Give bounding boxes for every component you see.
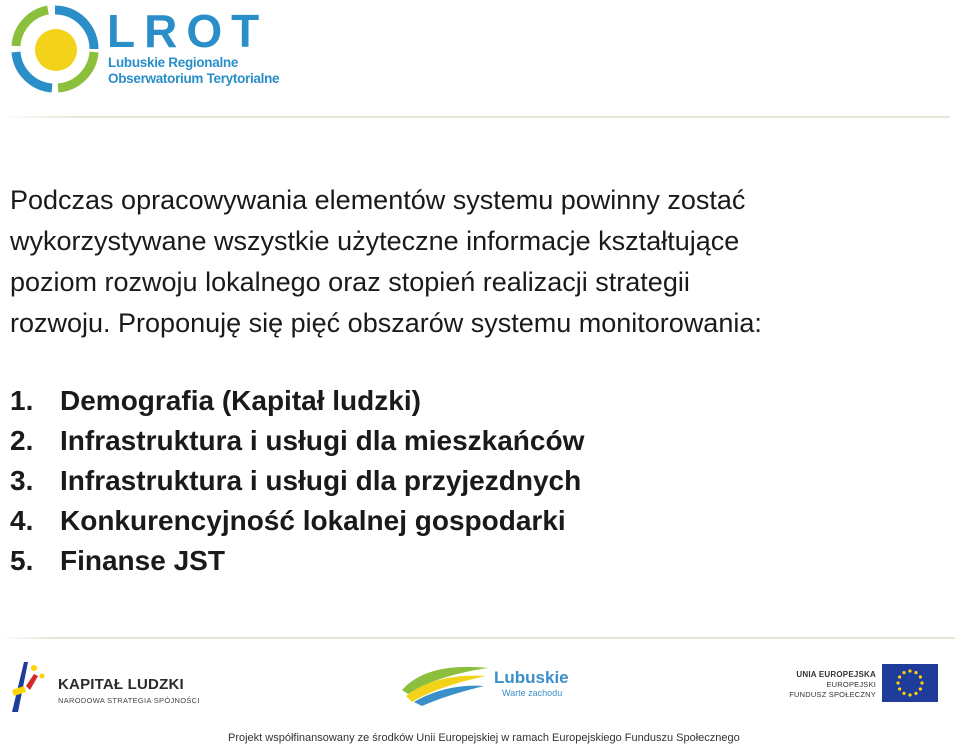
main-content bbox=[10, 180, 950, 344]
list-item-label: Infrastruktura i usługi dla przyjezdnych bbox=[60, 465, 582, 496]
eu-label-line1: UNIA EUROPEJSKA bbox=[796, 670, 876, 679]
list-item-number: 5. bbox=[10, 545, 34, 576]
list-item bbox=[10, 501, 584, 541]
header-divider bbox=[0, 116, 950, 118]
list-item-number: 4. bbox=[10, 505, 34, 536]
paragraph-line: poziom rozwoju lokalnego oraz stopień realizacji strategii bbox=[10, 267, 690, 297]
paragraph-line: wykorzystywane wszystkie użyteczne informacje kształtujące bbox=[10, 226, 740, 256]
list-item-label: Konkurencyjność lokalnej gospodarki bbox=[60, 505, 566, 536]
logo-subtitle-line1: Lubuskie Regionalne bbox=[108, 55, 239, 70]
intro-paragraph bbox=[10, 180, 950, 344]
eu-flag-icon bbox=[882, 664, 938, 702]
cofinancing-note: Projekt współfinansowany ze środków Unii Europejskiej w ramach Europejskiego Funduszu Społecznego bbox=[228, 732, 740, 744]
list-item-number: 2. bbox=[10, 425, 34, 456]
list-item bbox=[10, 461, 584, 501]
kapital-ludzki-logo-icon bbox=[4, 656, 54, 716]
header bbox=[0, 0, 960, 118]
list-item-number: 3. bbox=[10, 465, 34, 496]
footer-divider bbox=[0, 637, 955, 639]
logo-subtitle-line2: Obserwatorium Terytorialne bbox=[108, 71, 280, 86]
list-item-label: Finanse JST bbox=[60, 545, 225, 576]
list-item-label: Demografia (Kapitał ludzki) bbox=[60, 385, 421, 416]
kapital-ludzki-subtitle: NARODOWA STRATEGIA SPÓJNOŚCI bbox=[58, 696, 200, 705]
list-item bbox=[10, 541, 584, 581]
lrot-logo-icon bbox=[10, 4, 100, 94]
eu-label-line3: FUNDUSZ SPOŁECZNY bbox=[789, 690, 876, 699]
eu-label-line2: EUROPEJSKI bbox=[826, 680, 876, 689]
lubuskie-logo-icon bbox=[400, 660, 490, 706]
list-item-number: 1. bbox=[10, 385, 34, 416]
paragraph-line: Podczas opracowywania elementów systemu powinny zostać bbox=[10, 185, 746, 215]
list-item-label: Infrastruktura i usługi dla mieszkańców bbox=[60, 425, 585, 456]
eu-label bbox=[789, 670, 876, 700]
lubuskie-name: Lubuskie bbox=[494, 668, 569, 687]
lubuskie-tagline: Warte zachodu bbox=[502, 688, 563, 698]
list-item bbox=[10, 381, 584, 421]
kapital-ludzki-title: KAPITAŁ LUDZKI bbox=[58, 676, 184, 693]
logo-title: LROT bbox=[107, 5, 269, 57]
monitoring-areas-list bbox=[10, 381, 584, 581]
paragraph-line: rozwoju. Proponuję się pięć obszarów systemu monitorowania: bbox=[10, 308, 762, 338]
list-item bbox=[10, 421, 584, 461]
